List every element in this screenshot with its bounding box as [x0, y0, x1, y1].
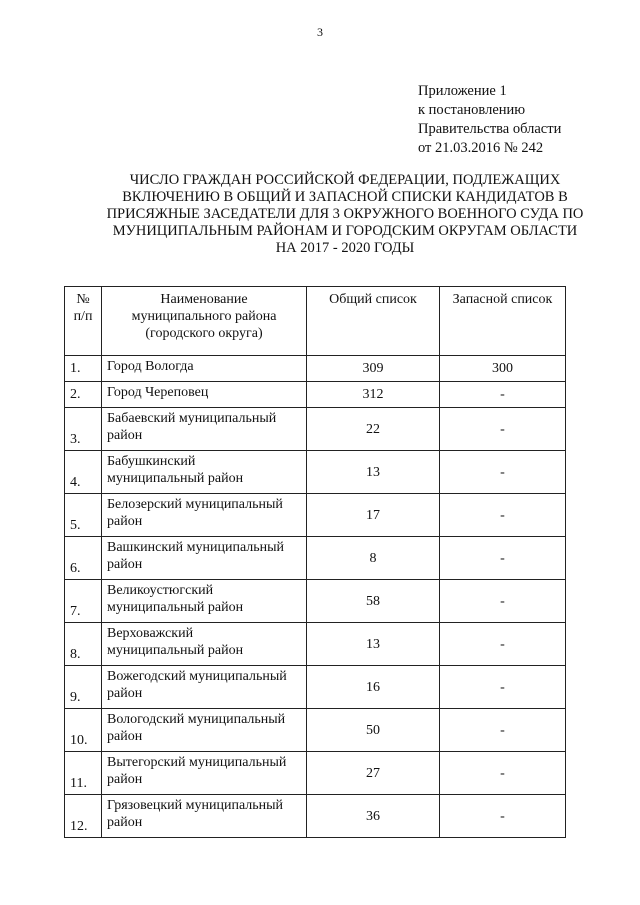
row-general-count: 50: [307, 709, 440, 752]
title-line-1: ЧИСЛО ГРАЖДАН РОССИЙСКОЙ ФЕДЕРАЦИИ, ПОДЛЕЖАЩИХ: [129, 172, 561, 188]
district-name-line-2: муниципальный район: [107, 600, 244, 615]
table-row: [65, 408, 566, 451]
district-name-line-2: район: [107, 815, 143, 830]
row-general-count: 309: [307, 356, 440, 382]
row-district-name: [102, 537, 307, 580]
row-general-count: 58: [307, 580, 440, 623]
row-number: 2.: [65, 382, 102, 408]
row-reserve-count: -: [440, 580, 566, 623]
document-title: [80, 172, 610, 257]
row-district-name: [102, 752, 307, 795]
appendix-block: [418, 82, 561, 158]
table-row: [65, 623, 566, 666]
row-general-count: 312: [307, 382, 440, 408]
row-number: 1.: [65, 356, 102, 382]
row-reserve-count: -: [440, 451, 566, 494]
table-row: [65, 795, 566, 838]
district-name-line-2: муниципальный район: [107, 471, 244, 486]
row-reserve-count: 300: [440, 356, 566, 382]
row-reserve-count: -: [440, 666, 566, 709]
appendix-line-2: к постановлению: [418, 102, 526, 118]
title-line-4: МУНИЦИПАЛЬНЫМ РАЙОНАМ И ГОРОДСКИМ ОКРУГАМ ОБЛАСТИ: [112, 223, 578, 239]
table-row: [65, 494, 566, 537]
row-district-name: [102, 795, 307, 838]
row-general-count: 27: [307, 752, 440, 795]
row-general-count: 13: [307, 451, 440, 494]
district-name-line-1: Вологодский муниципальный: [107, 712, 286, 727]
row-general-count: 13: [307, 623, 440, 666]
row-number: 9.: [65, 666, 102, 709]
row-number: 12.: [65, 795, 102, 838]
table-row: [65, 580, 566, 623]
table-row: [65, 709, 566, 752]
header-name: [102, 287, 307, 356]
district-name-line-1: Бабаевский муниципальный: [107, 411, 277, 426]
row-district-name: [102, 623, 307, 666]
district-name-line-1: Великоустюгский: [107, 583, 214, 598]
row-reserve-count: -: [440, 494, 566, 537]
district-name-line-2: район: [107, 557, 143, 572]
district-name-line-1: Верховажский: [107, 626, 194, 641]
district-name-line-2: район: [107, 686, 143, 701]
row-reserve-count: -: [440, 795, 566, 838]
row-district-name: [102, 451, 307, 494]
row-number: 4.: [65, 451, 102, 494]
district-name-line-1: Вашкинский муниципальный: [107, 540, 285, 555]
table-row: [65, 382, 566, 408]
row-general-count: 36: [307, 795, 440, 838]
district-name-line-1: Вытегорский муниципальный: [107, 755, 287, 770]
row-general-count: 17: [307, 494, 440, 537]
row-number: 6.: [65, 537, 102, 580]
row-reserve-count: -: [440, 382, 566, 408]
appendix-line-3: Правительства области: [418, 121, 562, 137]
row-general-count: 8: [307, 537, 440, 580]
header-name-line-1: Наименование: [160, 292, 248, 307]
header-name-line-3: (городского округа): [145, 326, 263, 341]
title-line-3: ПРИСЯЖНЫЕ ЗАСЕДАТЕЛИ ДЛЯ 3 ОКРУЖНОГО ВОЕННОГО СУДА ПО: [106, 206, 584, 222]
table-row: [65, 666, 566, 709]
table-row: [65, 752, 566, 795]
page-number: 3: [317, 25, 323, 39]
title-line-2: ВКЛЮЧЕНИЮ В ОБЩИЙ И ЗАПАСНОЙ СПИСКИ КАНДИДАТОВ В: [122, 189, 568, 205]
header-general-list: Общий список: [307, 287, 440, 356]
appendix-line-1: Приложение 1: [418, 83, 507, 99]
row-general-count: 16: [307, 666, 440, 709]
table-row: [65, 537, 566, 580]
table-row: [65, 356, 566, 382]
row-reserve-count: -: [440, 752, 566, 795]
quota-table: [64, 286, 566, 838]
row-number: 5.: [65, 494, 102, 537]
district-name-line-2: муниципальный район: [107, 643, 244, 658]
district-name-line-2: район: [107, 428, 143, 443]
header-number-line-1: №: [76, 292, 90, 307]
row-number: 8.: [65, 623, 102, 666]
district-name-line-2: район: [107, 772, 143, 787]
district-name-line-2: район: [107, 514, 143, 529]
district-name-line-1: Город Череповец: [107, 385, 209, 400]
row-number: 3.: [65, 408, 102, 451]
appendix-line-4: от 21.03.2016 № 242: [418, 140, 544, 156]
district-name-line-1: Грязовецкий муниципальный: [107, 798, 284, 813]
row-number: 11.: [65, 752, 102, 795]
district-name-line-1: Город Вологда: [107, 359, 194, 374]
row-district-name: [102, 580, 307, 623]
row-district-name: [102, 408, 307, 451]
row-district-name: [102, 494, 307, 537]
header-number-line-2: п/п: [73, 309, 93, 324]
row-district-name: [102, 709, 307, 752]
header-name-line-2: муниципального района: [131, 309, 277, 324]
row-reserve-count: -: [440, 408, 566, 451]
district-name-line-1: Вожегодский муниципальный: [107, 669, 287, 684]
district-name-line-1: Белозерский муниципальный: [107, 497, 283, 512]
row-district-name: [102, 356, 307, 382]
row-reserve-count: -: [440, 709, 566, 752]
district-name-line-2: район: [107, 729, 143, 744]
header-number: [65, 287, 102, 356]
row-reserve-count: -: [440, 623, 566, 666]
row-reserve-count: -: [440, 537, 566, 580]
table-header-row: [65, 287, 566, 356]
row-number: 10.: [65, 709, 102, 752]
row-number: 7.: [65, 580, 102, 623]
row-district-name: [102, 382, 307, 408]
row-district-name: [102, 666, 307, 709]
district-name-line-1: Бабушкинский: [107, 454, 196, 469]
title-line-5: НА 2017 - 2020 ГОДЫ: [275, 240, 415, 256]
table-row: [65, 451, 566, 494]
row-general-count: 22: [307, 408, 440, 451]
header-reserve-list: Запасной список: [440, 287, 566, 356]
